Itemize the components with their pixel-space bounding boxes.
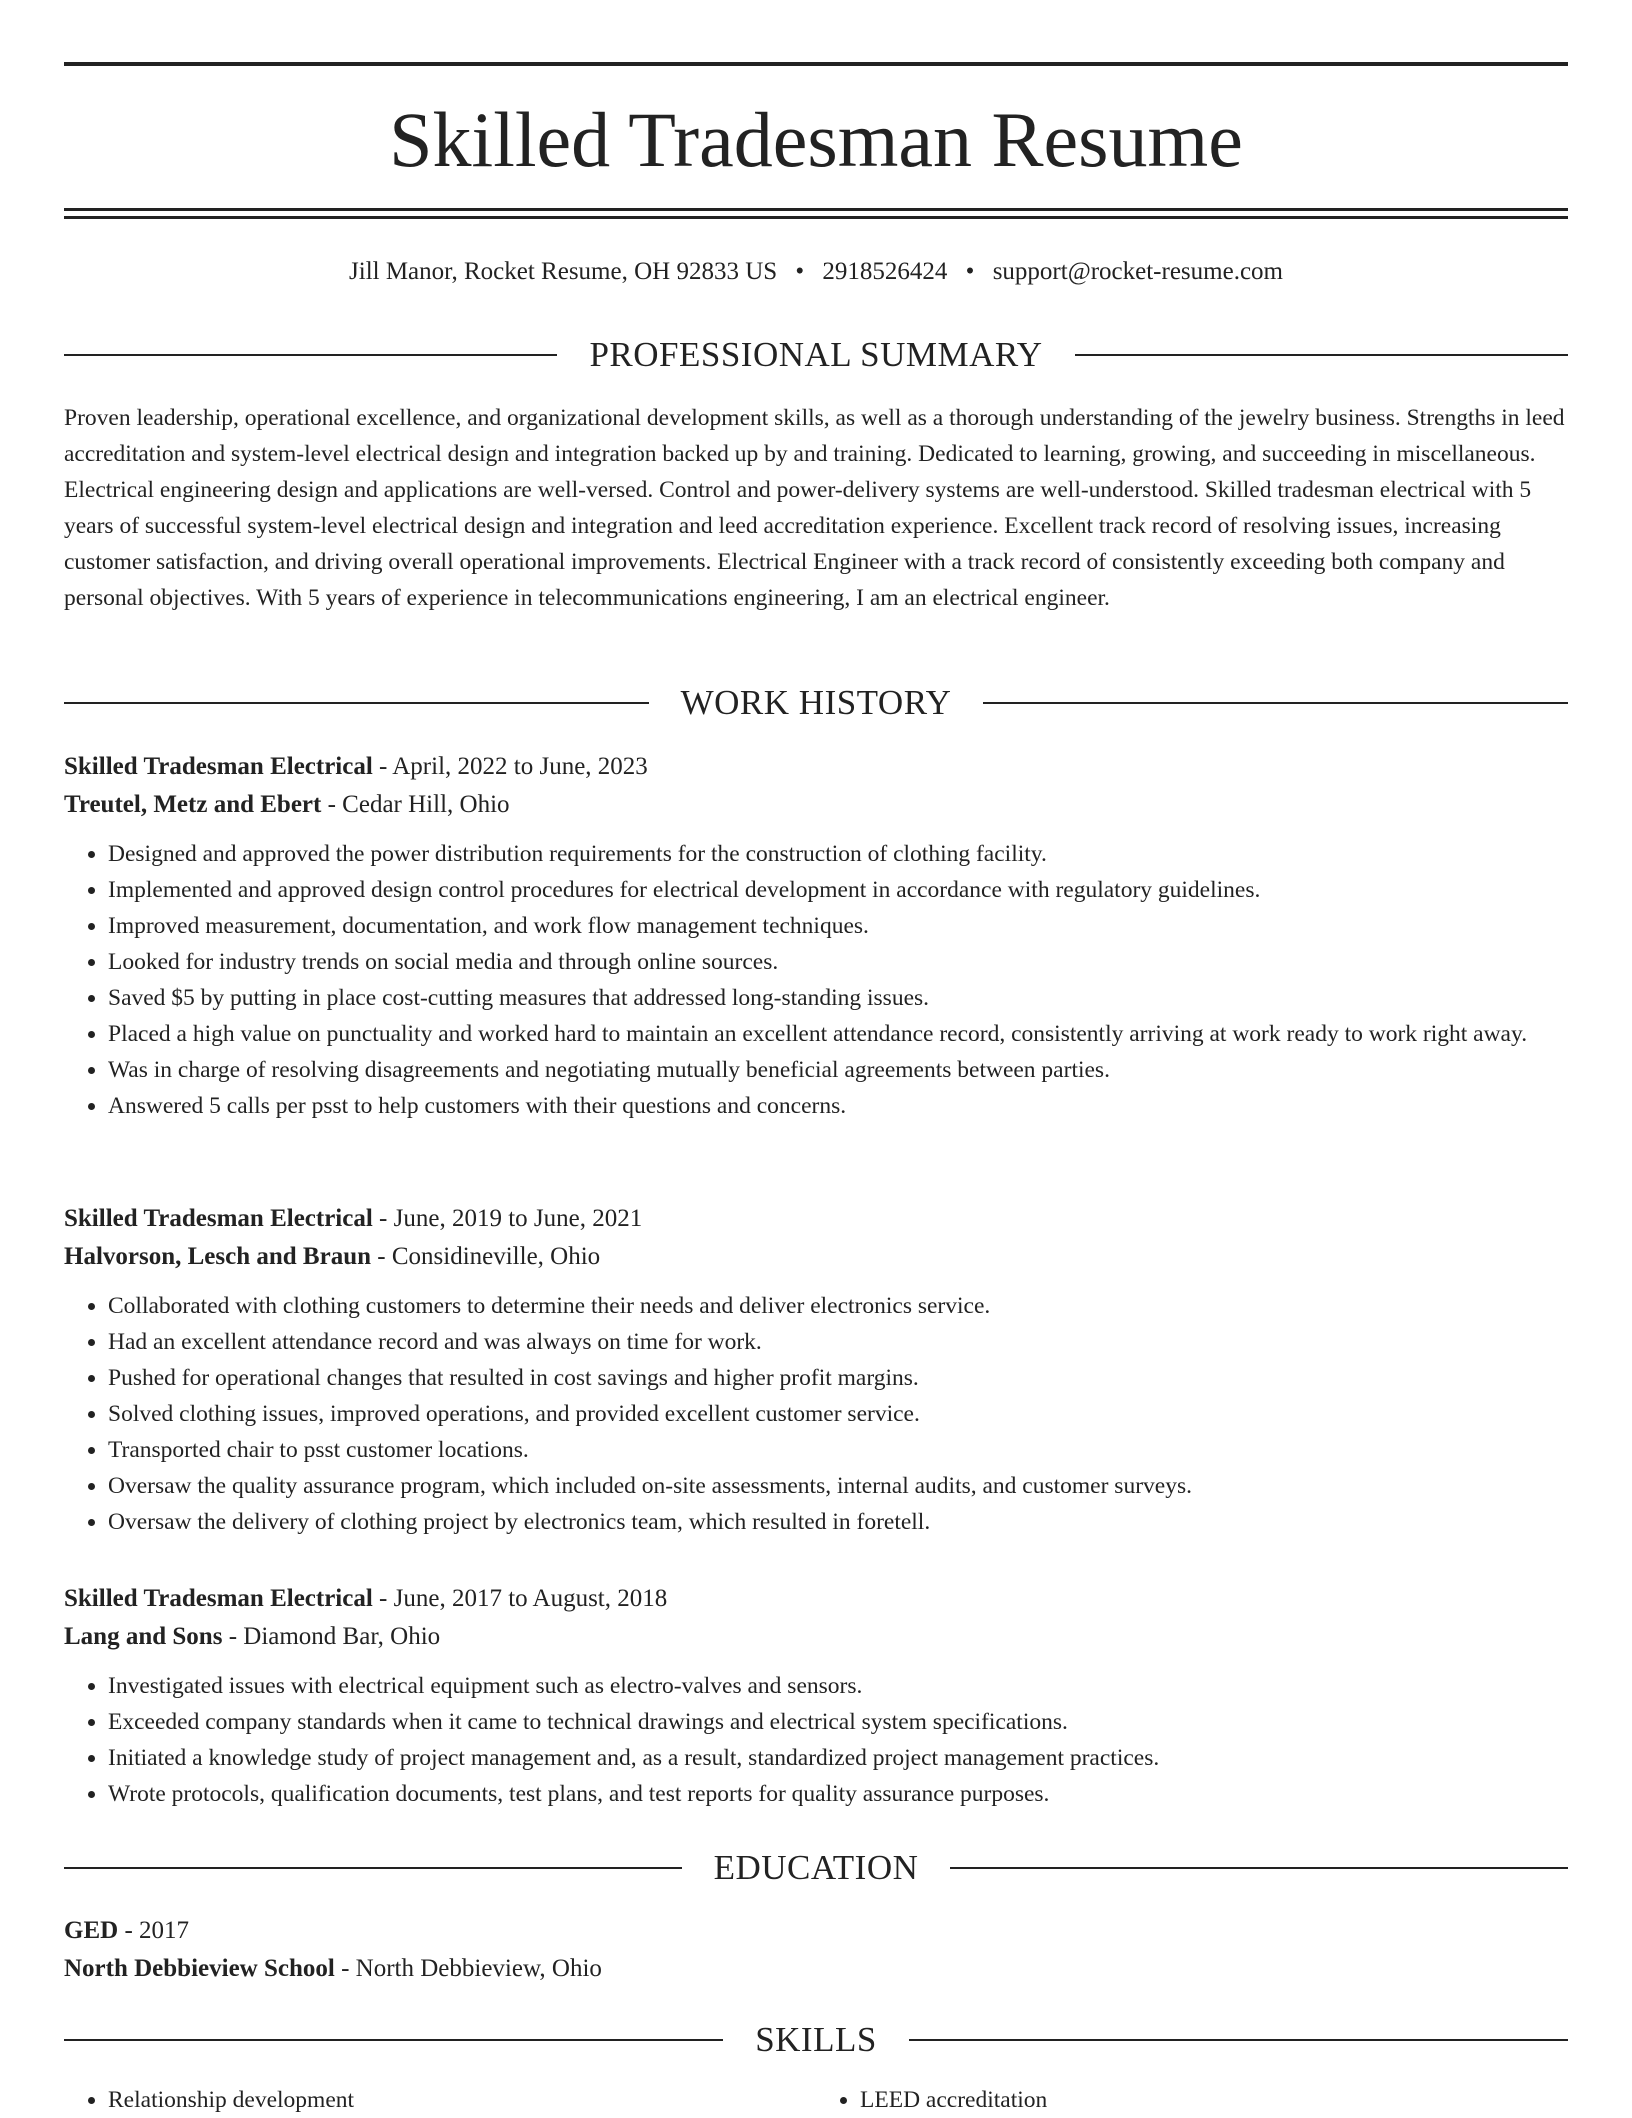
job-bullet: • Improved measurement, documentation, and work flow management techniques.: [108, 908, 1568, 944]
job-company: Treutel, Metz and Ebert: [64, 791, 322, 818]
education-degree-line: [64, 1912, 1568, 1950]
job-bullet: • Initiated a knowledge study of project management and, as a result, standardized project management practices.: [108, 1740, 1568, 1776]
job-bullet: • Designed and approved the power distribution requirements for the construction of clothing facility.: [108, 836, 1568, 872]
section-header-work: [64, 681, 1568, 725]
skills-column-left: [64, 2082, 816, 2118]
job-bullets: [64, 836, 1568, 1124]
divider-line: [64, 2039, 723, 2041]
divider-line: [1075, 354, 1568, 356]
education-school-line: [64, 1950, 1568, 1988]
contact-line: [64, 256, 1568, 288]
top-rule: [64, 62, 1568, 66]
job-bullet: • Saved $5 by putting in place cost-cutting measures that addressed long-standing issues.: [108, 980, 1568, 1016]
divider-line: [64, 354, 557, 356]
job-company-line: [64, 786, 1568, 824]
contact-address: Jill Manor, Rocket Resume, OH 92833 US: [349, 258, 778, 285]
job-company-line: [64, 1618, 1568, 1656]
job-bullet: • Had an excellent attendance record and was always on time for work.: [108, 1324, 1568, 1360]
skills-column-right: [816, 2082, 1568, 2118]
job-entry: [64, 1200, 1568, 1540]
job-bullet: • Looked for industry trends on social media and through online sources.: [108, 944, 1568, 980]
job-location: - Cedar Hill, Ohio: [321, 791, 510, 818]
section-title-education: EDUCATION: [713, 1848, 919, 1887]
education-year: - 2017: [118, 1917, 190, 1944]
job-company: Halvorson, Lesch and Braun: [64, 1243, 372, 1270]
divider-line: [64, 702, 649, 704]
section-header-summary: [64, 333, 1568, 377]
job-bullets: [64, 1668, 1568, 1812]
section-header-skills: [64, 2018, 1568, 2062]
title-rule-upper: [64, 208, 1568, 211]
job-bullet: • Oversaw the delivery of clothing project by electronics team, which resulted in foretell.: [108, 1504, 1568, 1540]
job-bullet: • Answered 5 calls per psst to help customers with their questions and concerns.: [108, 1088, 1568, 1124]
job-bullet: • Exceeded company standards when it came to technical drawings and electrical system specifications.: [108, 1704, 1568, 1740]
summary-text: Proven leadership, operational excellence, and organizational development skills, as well as a thorough understanding of the jewelry business. Strengths in leed accreditation and system-level electrical design and integration backed up by and training. Dedicated to learning, growing, and succeeding in miscellaneous. Electrical engineering design and applications are well-versed. Control and power-delivery systems are well-understood. Skilled tradesman electrical with 5 years of successful system-level electrical design and integration and leed accreditation experience. Excellent track record of resolving issues, increasing customer satisfaction, and driving overall operational improvements. Electrical Engineer with a track record of consistently exceeding both company and personal objectives. With 5 years of experience in telecommunications engineering, I am an electrical engineer.: [64, 405, 1565, 611]
job-bullets: [64, 1288, 1568, 1540]
job-bullet: • Wrote protocols, qualification documents, test plans, and test reports for quality assurance purposes.: [108, 1776, 1568, 1812]
resume-title: Skilled Tradesman Resume: [389, 96, 1243, 183]
job-title-line: [64, 748, 1568, 786]
job-bullet: • Solved clothing issues, improved operations, and provided excellent customer service.: [108, 1396, 1568, 1432]
divider-line: [983, 702, 1568, 704]
job-dates: - June, 2019 to June, 2021: [372, 1205, 643, 1232]
education-location: - North Debbieview, Ohio: [334, 1955, 602, 1982]
section-title-summary: PROFESSIONAL SUMMARY: [589, 335, 1043, 374]
job-location: - Diamond Bar, Ohio: [222, 1623, 441, 1650]
job-bullet: • Was in charge of resolving disagreements and negotiating mutually beneficial agreements between parties.: [108, 1052, 1568, 1088]
section-title-work: WORK HISTORY: [680, 683, 952, 722]
contact-phone: 2918526424: [822, 258, 948, 285]
education-school: North Debbieview School: [64, 1955, 335, 1982]
job-bullet: • Oversaw the quality assurance program, which included on-site assessments, internal audits, and customer surveys.: [108, 1468, 1568, 1504]
job-bullet: • Placed a high value on punctuality and worked hard to maintain an excellent attendance record, consistently arriving at work ready to work right away.: [108, 1016, 1568, 1052]
education-degree: GED: [64, 1917, 119, 1944]
job-title-line: [64, 1580, 1568, 1618]
job-title: Skilled Tradesman Electrical: [64, 753, 373, 780]
job-bullet: • Pushed for operational changes that resulted in cost savings and higher profit margins.: [108, 1360, 1568, 1396]
job-bullet: • Investigated issues with electrical equipment such as electro-valves and sensors.: [108, 1668, 1568, 1704]
job-company: Lang and Sons: [64, 1623, 223, 1650]
job-entry: [64, 1580, 1568, 1812]
job-bullet: • Transported chair to psst customer locations.: [108, 1432, 1568, 1468]
job-company-line: [64, 1238, 1568, 1276]
education-entry: [64, 1912, 1568, 1988]
contact-email: support@rocket-resume.com: [992, 258, 1283, 285]
divider-line: [950, 1867, 1568, 1869]
divider-line: [64, 1867, 682, 1869]
job-title: Skilled Tradesman Electrical: [64, 1205, 373, 1232]
contact-separator: •: [795, 258, 805, 285]
job-title-line: [64, 1200, 1568, 1238]
job-location: - Considineville, Ohio: [371, 1243, 601, 1270]
section-title-skills: SKILLS: [755, 2020, 877, 2059]
job-bullet: • Collaborated with clothing customers to determine their needs and deliver electronics service.: [108, 1288, 1568, 1324]
skill-item: • Relationship development: [108, 2082, 816, 2118]
skills-list: [64, 2082, 1568, 2118]
skill-item: • LEED accreditation: [860, 2082, 1568, 2118]
job-entry: [64, 748, 1568, 1124]
contact-separator: •: [965, 258, 975, 285]
job-dates: - April, 2022 to June, 2023: [372, 753, 648, 780]
divider-line: [909, 2039, 1568, 2041]
section-header-education: [64, 1846, 1568, 1890]
job-title: Skilled Tradesman Electrical: [64, 1585, 373, 1612]
title-rule-lower: [64, 216, 1568, 219]
job-dates: - June, 2017 to August, 2018: [372, 1585, 668, 1612]
job-bullet: • Implemented and approved design control procedures for electrical development in accordance with regulatory guidelines.: [108, 872, 1568, 908]
